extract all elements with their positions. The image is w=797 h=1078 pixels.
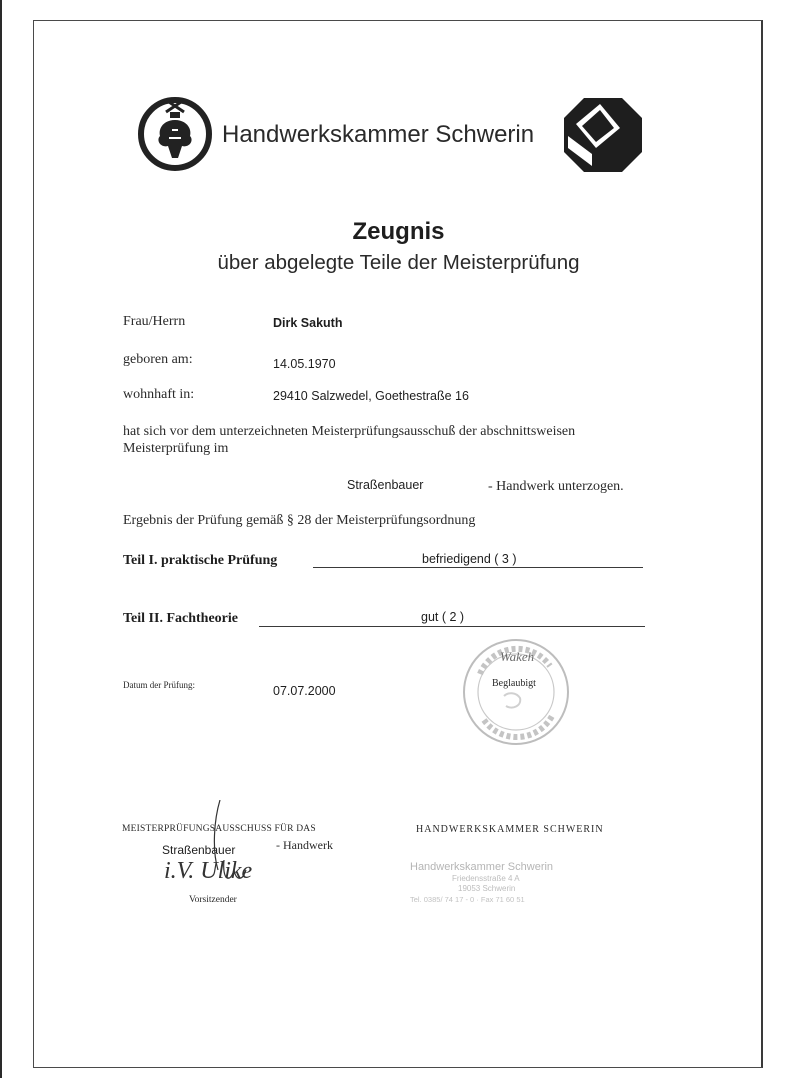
part-2-grade: gut ( 2 ) xyxy=(421,610,465,624)
page-border xyxy=(33,20,763,1068)
committee-trade: Straßenbauer xyxy=(162,843,236,857)
trade-name: Straßenbauer xyxy=(347,478,424,492)
hwk-octagon-logo-icon xyxy=(562,96,644,174)
guild-emblem-icon xyxy=(136,90,214,172)
organization-name: Handwerkskammer Schwerin xyxy=(222,121,535,148)
chamber-stamp-line-4: Tel. 0385/ 74 17 - 0 · Fax 71 60 51 xyxy=(410,895,525,904)
exam-date-value: 07.07.2000 xyxy=(273,684,336,698)
chamber-stamp-line-1: Handwerkskammer Schwerin xyxy=(410,861,554,873)
seal-certified-text: Beglaubigt xyxy=(492,678,536,689)
name-label: Frau/Herrn xyxy=(123,314,186,329)
chamber-stamp-line-2: Friedensstraße 4 A xyxy=(452,874,520,883)
statement-line-1: hat sich vor dem unterzeichneten Meisterprüfungsausschuß der abschnittsweisen xyxy=(123,424,576,439)
result-intro: Ergebnis der Prüfung gemäß § 28 der Meisterprüfungsordnung xyxy=(123,513,476,528)
chamber-heading: HANDWERKSKAMMER SCHWERIN xyxy=(416,824,604,835)
seal-handwriting: Wakeh xyxy=(500,649,535,664)
part-1-underline xyxy=(313,567,643,568)
part-2-label: Teil II. Fachtheorie xyxy=(123,611,238,626)
chairman-role: Vorsitzender xyxy=(189,895,237,905)
birth-date-value: 14.05.1970 xyxy=(273,357,336,371)
part-1-label: Teil I. praktische Prüfung xyxy=(123,553,278,568)
chamber-stamp-line-3: 19053 Schwerin xyxy=(458,884,516,893)
exam-date-label: Datum der Prüfung: xyxy=(123,680,195,690)
committee-suffix: - Handwerk xyxy=(276,838,333,852)
birth-date-label: geboren am: xyxy=(123,352,193,367)
part-1-grade: befriedigend ( 3 ) xyxy=(422,552,517,566)
statement-suffix: - Handwerk unterzogen. xyxy=(488,479,624,494)
statement-line-2: Meisterprüfung im xyxy=(123,441,229,456)
part-2-underline xyxy=(259,626,645,627)
document-subtitle: über abgelegte Teile der Meisterprüfung xyxy=(217,251,580,274)
scan-edge xyxy=(0,0,2,1078)
committee-heading: MEISTERPRÜFUNGSAUSSCHUSS FÜR DAS xyxy=(122,824,316,834)
residence-label: wohnhaft in: xyxy=(123,387,195,402)
residence-value: 29410 Salzwedel, Goethestraße 16 xyxy=(273,389,469,403)
person-name: Dirk Sakuth xyxy=(273,316,343,330)
chairman-signature: i.V. Ulike xyxy=(164,858,253,884)
document-title: Zeugnis xyxy=(352,218,445,245)
